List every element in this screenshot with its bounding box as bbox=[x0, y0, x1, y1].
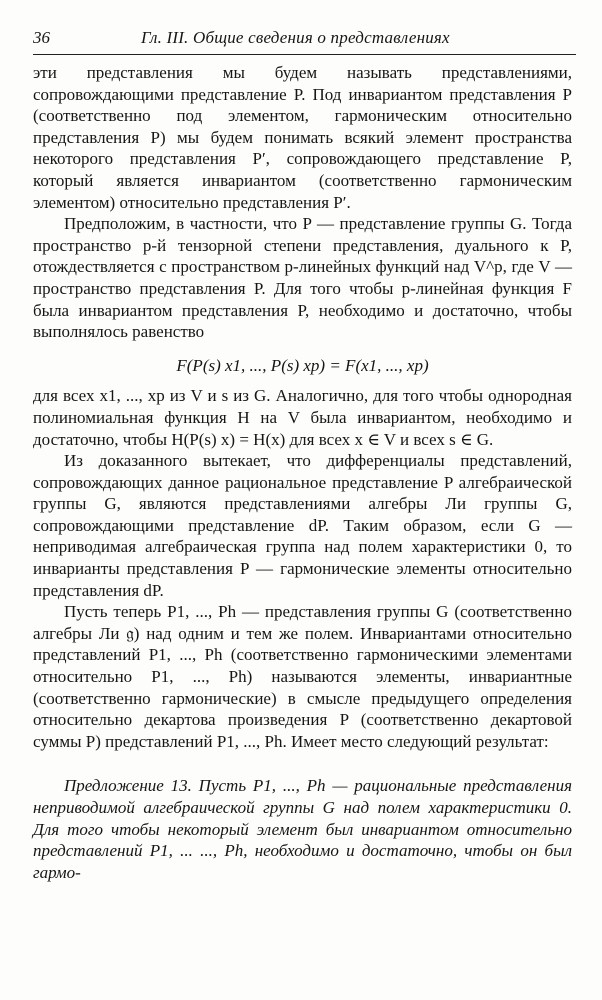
paragraph-5: Пусть теперь P1, ..., Ph — представления группы G (соответственно алгебры Ли 𝔤) над одним и тем же полем. Инвариантами относительно представлений P1, ..., Ph (соответственно гармоническими элементами относительно P1, ..., Ph) называются элементы, инвариантные (соответственно гармонические) в смысле предыдущего определения относительно декартова произведения P (соответственно декартовой суммы P) представлений P1, ..., Ph. Имеет место следующий результат: bbox=[33, 602, 572, 751]
chapter-title: Гл. III. Общие сведения о представлениях bbox=[141, 28, 450, 47]
header-rule bbox=[33, 54, 576, 55]
paragraph-3: для всех x1, ..., xp из V и s из G. Аналогично, для того чтобы однородная полиномиальная функция H на V была инвариантом, необходимо и достаточно, чтобы H(P(s) x) = H(x) для всех x ∈ V и всех s ∈ G. bbox=[33, 386, 572, 449]
page-body bbox=[33, 62, 572, 883]
running-header bbox=[33, 28, 575, 50]
section-gap bbox=[33, 752, 572, 775]
display-formula: F(P(s) x1, ..., P(s) xp) = F(x1, ..., xp) bbox=[176, 355, 429, 375]
paragraph-4: Из доказанного вытекает, что дифференциалы представлений, сопровождающих данное рациональное представление P алгебраической группы G, являются представлениями алгебры Ли группы G, сопровождающими прeдставление dP. Таким образом, если G — неприводимая алгебраическая группа над полем характеристики 0, то инварианты представления P — гармонические элементы относительно представления dP. bbox=[33, 451, 572, 600]
paragraph-1: эти представления мы будем называть представлениями, сопровождающими представление P. Под инвариантом представления P (соответственно под элементом, гармоническим относительно представления P) мы будем понимать всякий элемент пространства некоторого представления P′, сопровождающего представление P, который является инвариантом (соответственно гармоническим элементом) относительно представления P′. bbox=[33, 63, 572, 212]
paragraph-2: Предположим, в частности, что P — представление группы G. Тогда пространство p-й тензорной степени представления, дуального к P, отождествляется с пространством p-линейных функций над V^p, где V — пространство представления P. Для того чтобы p-линейная функция F была инвариантом представления P, необходимо и достаточно, чтобы выполнялось равенство bbox=[33, 214, 572, 342]
proposition-13: Предложение 13. Пусть P1, ..., Ph — рациональные представления неприводимой алгебраической группы G над полем характеристики 0. Для того чтобы некоторый элемент был инвариантом относительно представлений P1, ... ..., Ph, необходимо и достаточно, чтобы он был гармо- bbox=[33, 776, 572, 882]
page-number: 36 bbox=[33, 28, 50, 47]
